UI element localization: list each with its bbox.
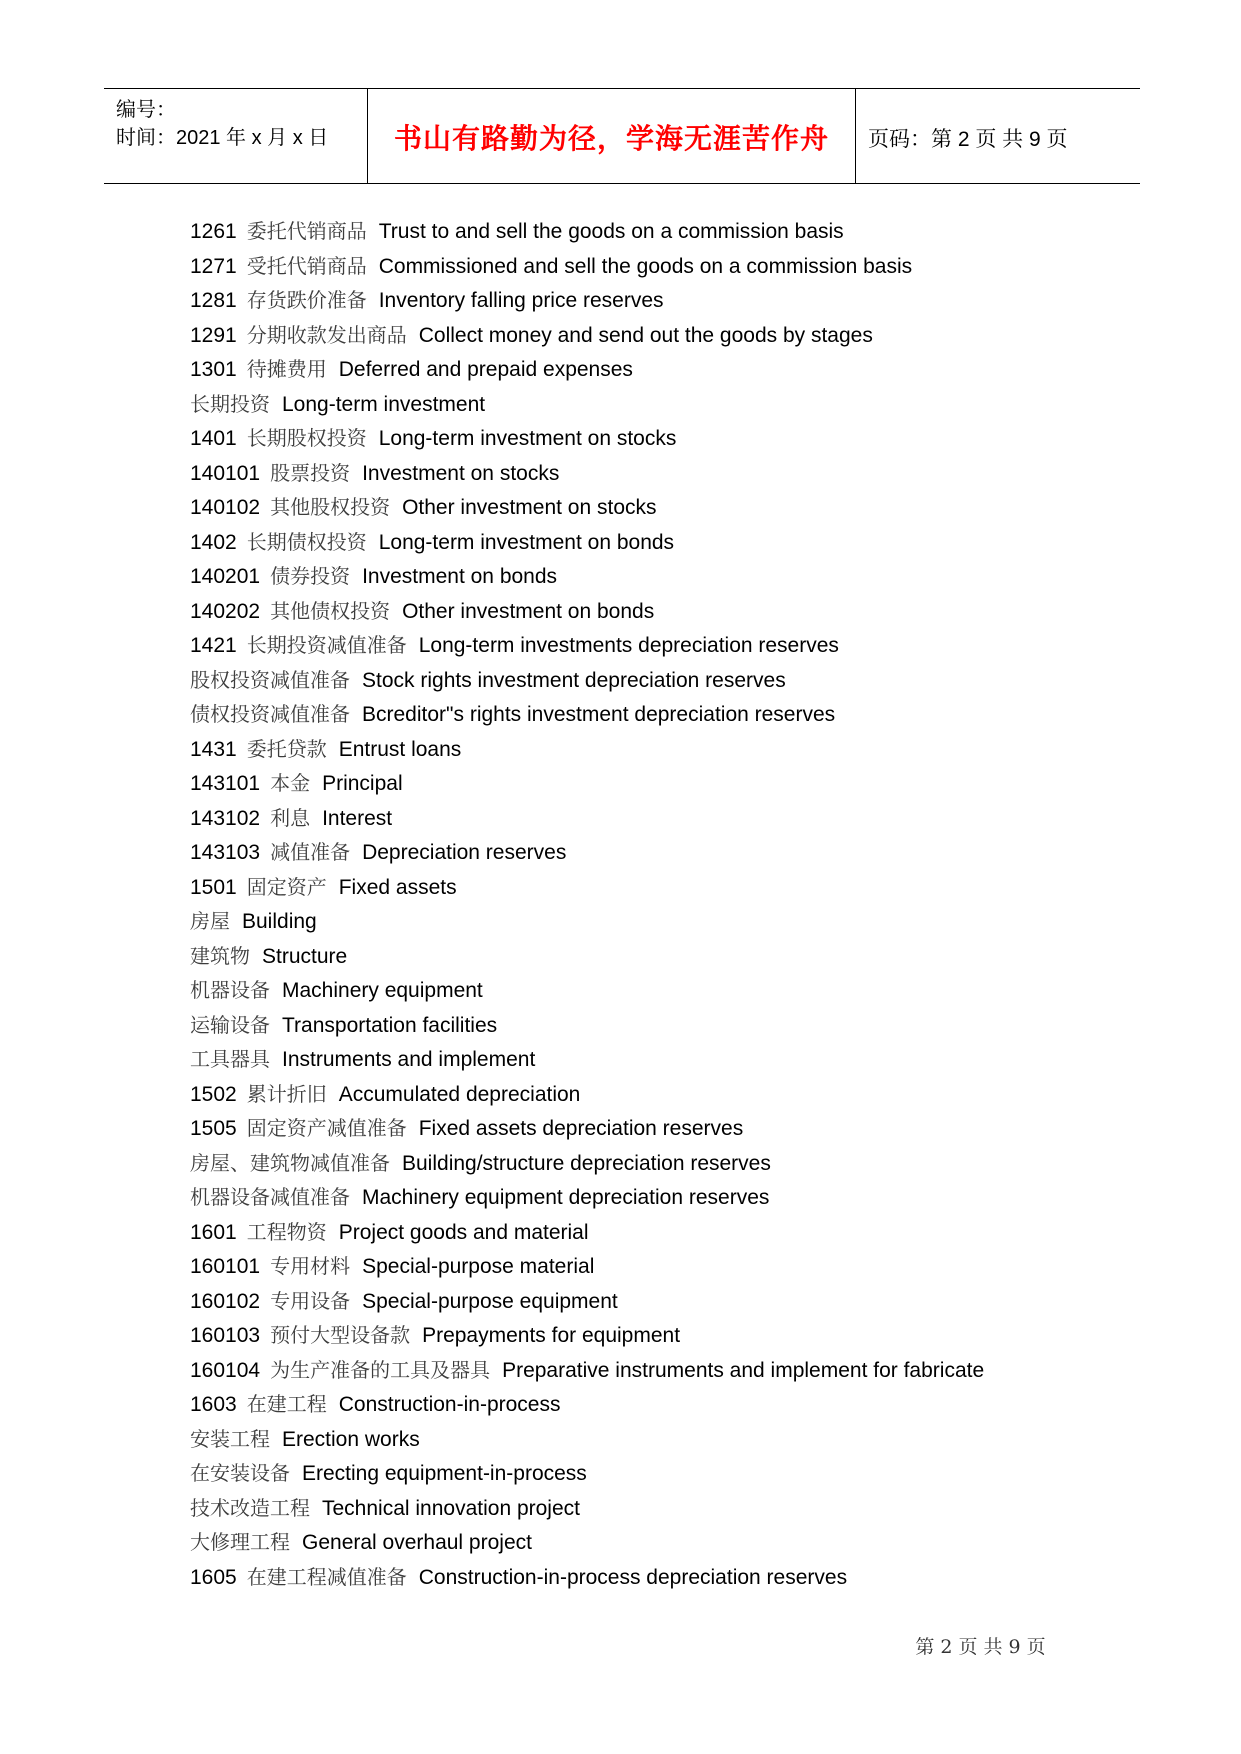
account-code: 140201 bbox=[190, 565, 261, 588]
account-code: 160101 bbox=[190, 1255, 261, 1278]
account-row bbox=[190, 1525, 1140, 1560]
account-row bbox=[190, 870, 1140, 905]
account-row bbox=[190, 1353, 1140, 1388]
header-page-info: 页码：第 2 页 共 9 页 bbox=[868, 128, 1068, 151]
account-name-zh: 房屋 bbox=[190, 909, 230, 933]
account-name-en: Other investment on bonds bbox=[402, 599, 655, 623]
account-code: 1301 bbox=[190, 358, 237, 381]
account-name-en: Inventory falling price reserves bbox=[378, 289, 664, 312]
account-name-en: Building/structure depreciation reserves bbox=[402, 1151, 771, 1175]
account-name-en: Special-purpose equipment bbox=[362, 1289, 618, 1313]
account-code: 1291 bbox=[190, 323, 237, 347]
account-row bbox=[190, 594, 1140, 629]
account-name-en: Collect money and send out the goods by stages bbox=[418, 323, 873, 347]
account-name-zh: 股票投资 bbox=[270, 460, 351, 485]
account-row bbox=[190, 1456, 1140, 1491]
account-name-en: Investment on stocks bbox=[362, 461, 560, 485]
account-row bbox=[190, 697, 1140, 732]
account-name-en: Stock rights investment depreciation reserves bbox=[362, 668, 786, 692]
header-meta-cell bbox=[104, 89, 368, 183]
account-code: 140101 bbox=[190, 461, 261, 485]
account-row bbox=[190, 1111, 1140, 1146]
account-row bbox=[190, 628, 1140, 663]
account-row bbox=[190, 352, 1140, 387]
account-name-en: Prepayments for equipment bbox=[422, 1324, 681, 1347]
account-name-en: Long-term investment on stocks bbox=[378, 427, 677, 450]
account-name-zh: 股权投资减值准备 bbox=[190, 667, 350, 692]
account-name-zh: 累计折旧 bbox=[246, 1081, 327, 1106]
account-row bbox=[190, 249, 1140, 284]
account-name-zh: 分期收款发出商品 bbox=[246, 322, 407, 347]
account-name-en: Structure bbox=[262, 944, 348, 968]
account-row bbox=[190, 939, 1140, 974]
account-name-zh: 存货跌价准备 bbox=[246, 288, 367, 312]
account-name-en: Long-term investment on bonds bbox=[378, 530, 675, 554]
account-name-zh: 其他债权投资 bbox=[270, 598, 391, 623]
account-row bbox=[190, 1422, 1140, 1457]
account-name-en: Trust to and sell the goods on a commission basis bbox=[378, 220, 844, 243]
account-name-zh: 本金 bbox=[270, 771, 311, 795]
account-row bbox=[190, 1077, 1140, 1112]
account-name-en: Fixed assets depreciation reserves bbox=[418, 1117, 744, 1140]
account-code: 1431 bbox=[190, 737, 237, 761]
account-code: 1501 bbox=[190, 875, 237, 899]
account-name-en: Accumulated depreciation bbox=[338, 1082, 581, 1106]
account-row bbox=[190, 1318, 1140, 1353]
account-name-en: Entrust loans bbox=[338, 737, 462, 761]
account-list bbox=[190, 214, 1140, 1594]
account-name-en: Project goods and material bbox=[338, 1220, 589, 1244]
account-name-zh: 房屋、建筑物减值准备 bbox=[190, 1150, 390, 1175]
account-name-en: Erecting equipment-in-process bbox=[302, 1462, 587, 1485]
account-code: 1281 bbox=[190, 289, 237, 312]
account-row bbox=[190, 1387, 1140, 1422]
account-code: 1421 bbox=[190, 634, 237, 657]
account-name-zh: 长期投资减值准备 bbox=[246, 633, 407, 657]
account-name-zh: 长期投资 bbox=[190, 391, 270, 416]
account-name-zh: 为生产准备的工具及器具 bbox=[270, 1357, 491, 1382]
account-code: 1401 bbox=[190, 427, 237, 450]
account-name-en: Construction-in-process bbox=[338, 1393, 561, 1416]
account-row bbox=[190, 387, 1140, 422]
account-name-en: Special-purpose material bbox=[362, 1255, 595, 1278]
account-code: 1505 bbox=[190, 1117, 237, 1140]
account-row bbox=[190, 1284, 1140, 1319]
account-name-en: Machinery equipment bbox=[282, 979, 483, 1002]
account-row bbox=[190, 214, 1140, 249]
account-name-en: Instruments and implement bbox=[282, 1048, 536, 1071]
account-code: 160103 bbox=[190, 1324, 261, 1347]
account-row bbox=[190, 766, 1140, 801]
account-row bbox=[190, 490, 1140, 525]
account-name-en: Fixed assets bbox=[338, 875, 457, 899]
account-name-zh: 预付大型设备款 bbox=[270, 1323, 411, 1347]
account-name-en: Depreciation reserves bbox=[362, 841, 567, 864]
account-code: 1502 bbox=[190, 1082, 237, 1106]
account-name-en: Building bbox=[242, 910, 317, 933]
header-motto: 书山有路勤为径，学海无涯苦作舟 bbox=[393, 122, 829, 155]
account-name-en: Preparative instruments and implement for fabricate bbox=[502, 1358, 985, 1382]
account-name-zh: 其他股权投资 bbox=[270, 495, 391, 519]
account-name-zh: 减值准备 bbox=[270, 840, 351, 864]
account-name-zh: 受托代销商品 bbox=[246, 253, 367, 278]
account-name-en: Deferred and prepaid expenses bbox=[338, 358, 633, 381]
account-name-en: Construction-in-process depreciation reserves bbox=[418, 1565, 848, 1589]
account-code: 1261 bbox=[190, 220, 237, 243]
account-name-en: Long-term investment bbox=[282, 392, 486, 416]
account-row bbox=[190, 904, 1140, 939]
account-row bbox=[190, 1249, 1140, 1284]
account-row bbox=[190, 1491, 1140, 1526]
account-row bbox=[190, 283, 1140, 318]
footer-page-number: 第 2 页 共 9 页 bbox=[915, 1636, 1046, 1658]
account-row bbox=[190, 1560, 1140, 1595]
account-code: 1601 bbox=[190, 1220, 237, 1244]
account-row bbox=[190, 1042, 1140, 1077]
account-name-en: Technical innovation project bbox=[322, 1496, 580, 1520]
account-name-zh: 固定资产减值准备 bbox=[246, 1116, 407, 1140]
header-page-cell bbox=[856, 89, 1140, 183]
account-name-en: Long-term investments depreciation reserves bbox=[418, 634, 839, 657]
account-code: 140202 bbox=[190, 599, 261, 623]
account-row bbox=[190, 1146, 1140, 1181]
account-name-zh: 委托代销商品 bbox=[246, 219, 367, 243]
account-name-en: Commissioned and sell the goods on a commission basis bbox=[378, 254, 913, 278]
account-name-en: Interest bbox=[322, 806, 393, 830]
account-name-zh: 安装工程 bbox=[190, 1426, 270, 1451]
account-code: 160104 bbox=[190, 1358, 261, 1382]
account-name-en: Investment on bonds bbox=[362, 565, 558, 588]
account-name-zh: 利息 bbox=[270, 805, 311, 830]
account-code: 1603 bbox=[190, 1393, 237, 1416]
account-name-en: Bcreditor"s rights investment depreciation reserves bbox=[362, 703, 836, 726]
account-row bbox=[190, 1008, 1140, 1043]
account-code: 1402 bbox=[190, 530, 237, 554]
document-date-label: 时间：2021 年 x 月 x 日 bbox=[116, 127, 329, 149]
account-code: 1605 bbox=[190, 1565, 237, 1589]
account-code: 143102 bbox=[190, 806, 261, 830]
account-row bbox=[190, 801, 1140, 836]
document-number-label: 编号： bbox=[116, 99, 176, 121]
account-name-en: Principal bbox=[322, 772, 403, 795]
account-row bbox=[190, 456, 1140, 491]
account-name-en: Machinery equipment depreciation reserves bbox=[362, 1186, 770, 1209]
account-name-zh: 机器设备减值准备 bbox=[190, 1185, 350, 1209]
account-name-zh: 待摊费用 bbox=[246, 357, 327, 381]
account-name-zh: 专用材料 bbox=[270, 1254, 351, 1278]
account-name-zh: 在安装设备 bbox=[190, 1461, 290, 1485]
account-name-zh: 运输设备 bbox=[190, 1012, 270, 1037]
account-name-zh: 在建工程减值准备 bbox=[246, 1564, 407, 1589]
account-name-zh: 固定资产 bbox=[246, 874, 327, 899]
account-name-zh: 建筑物 bbox=[190, 943, 250, 968]
account-name-zh: 债权投资减值准备 bbox=[190, 702, 350, 726]
account-name-zh: 长期股权投资 bbox=[246, 426, 367, 450]
account-row bbox=[190, 973, 1140, 1008]
account-name-zh: 工具器具 bbox=[190, 1047, 270, 1071]
account-row bbox=[190, 732, 1140, 767]
account-row bbox=[190, 663, 1140, 698]
account-name-en: Erection works bbox=[282, 1427, 420, 1451]
account-name-zh: 债券投资 bbox=[270, 564, 351, 588]
header-motto-cell bbox=[368, 89, 856, 183]
account-row bbox=[190, 421, 1140, 456]
account-code: 143103 bbox=[190, 841, 261, 864]
account-code: 1271 bbox=[190, 254, 237, 278]
account-code: 160102 bbox=[190, 1289, 261, 1313]
account-name-zh: 专用设备 bbox=[270, 1288, 351, 1313]
account-name-zh: 委托贷款 bbox=[246, 736, 327, 761]
account-name-en: Transportation facilities bbox=[282, 1013, 498, 1037]
account-name-zh: 技术改造工程 bbox=[190, 1495, 310, 1520]
page-footer bbox=[0, 1632, 1241, 1659]
account-name-zh: 大修理工程 bbox=[190, 1530, 290, 1554]
account-code: 140102 bbox=[190, 496, 261, 519]
account-name-zh: 长期债权投资 bbox=[246, 529, 367, 554]
account-name-en: General overhaul project bbox=[302, 1531, 532, 1554]
account-name-en: Other investment on stocks bbox=[402, 496, 657, 519]
account-row bbox=[190, 1215, 1140, 1250]
account-row bbox=[190, 835, 1140, 870]
account-row bbox=[190, 559, 1140, 594]
account-code: 143101 bbox=[190, 772, 261, 795]
account-name-zh: 工程物资 bbox=[246, 1219, 327, 1244]
account-name-zh: 在建工程 bbox=[246, 1392, 327, 1416]
page-header bbox=[104, 88, 1140, 184]
account-name-zh: 机器设备 bbox=[190, 978, 270, 1002]
account-row bbox=[190, 318, 1140, 353]
account-row bbox=[190, 1180, 1140, 1215]
account-row bbox=[190, 525, 1140, 560]
